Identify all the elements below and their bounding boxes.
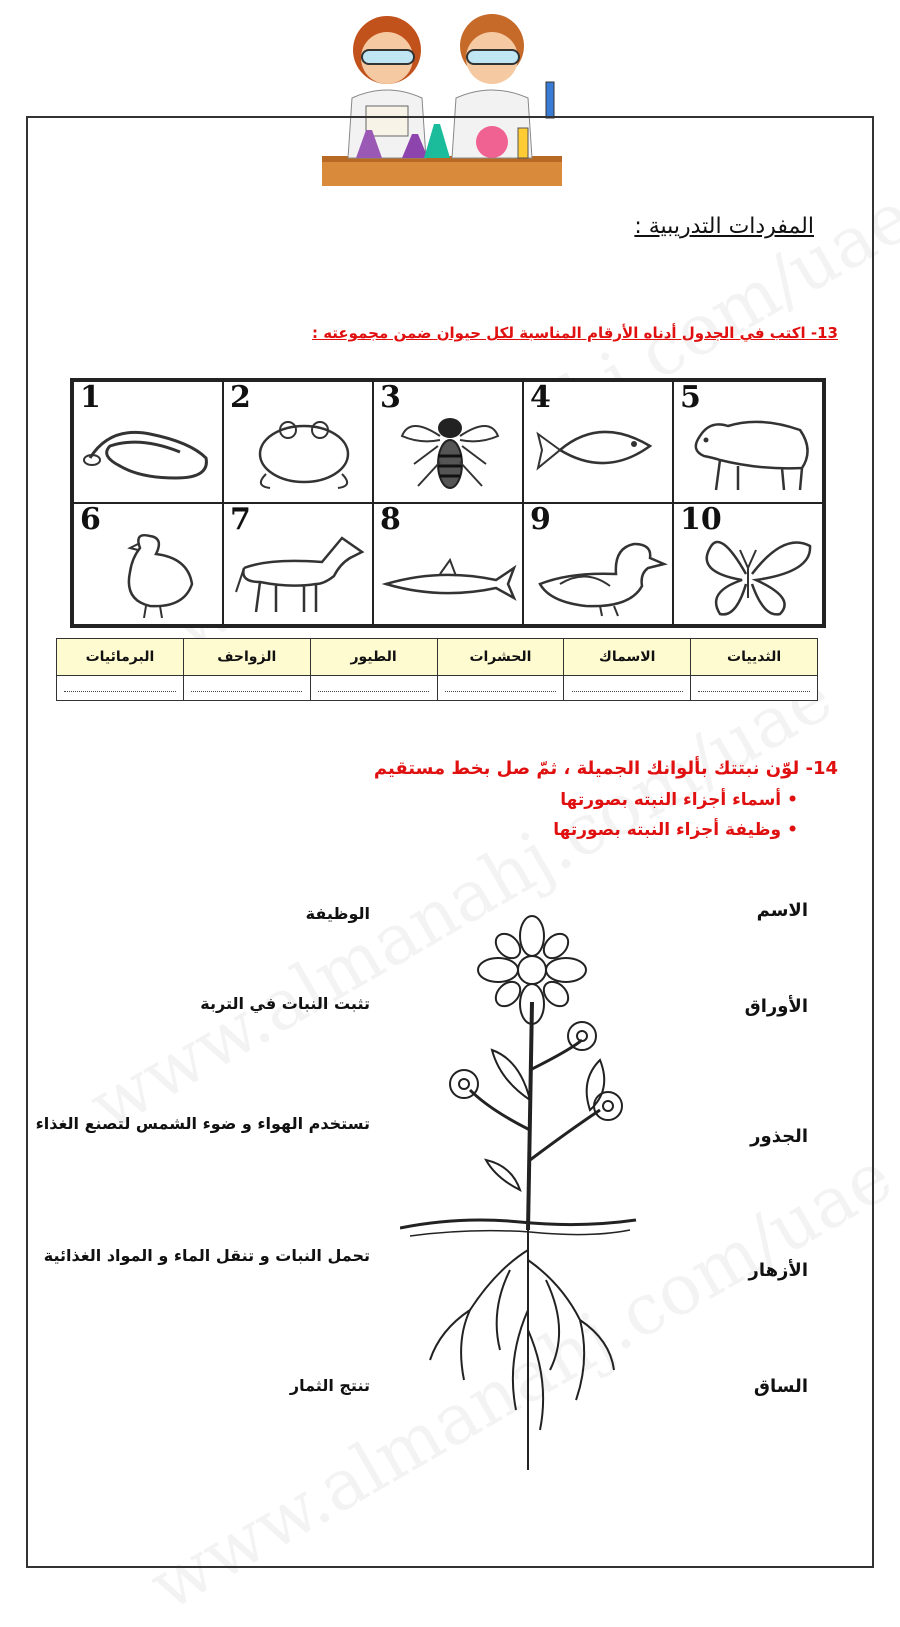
animal-cell: [673, 381, 823, 503]
answer-cell[interactable]: [310, 676, 437, 701]
group-header: الطيور: [310, 639, 437, 676]
answer-cell[interactable]: [57, 676, 184, 701]
answer-cell[interactable]: [564, 676, 691, 701]
question-14-title: 14- لوّن نبتتك بألوانك الجميلة ، ثمّ صل بخط مستقيم: [373, 758, 838, 779]
animal-cell: [523, 381, 673, 503]
part-name[interactable]: الساق: [753, 1376, 808, 1397]
animal-number: 10: [680, 502, 722, 537]
name-header: الاسم: [756, 900, 808, 921]
wasp-icon: [380, 406, 518, 496]
donkey-icon: [230, 528, 368, 618]
group-header: الثدييات: [691, 639, 818, 676]
fish-icon: [530, 406, 668, 496]
answer-cell[interactable]: [183, 676, 310, 701]
hen-icon: [80, 528, 218, 618]
animal-cell: [73, 503, 223, 625]
bullet-item: • وظيفة أجزاء النبته بصورتها: [374, 815, 798, 845]
animal-cell: [73, 381, 223, 503]
question-13-text: 13- اكتب في الجدول أدناه الأرقام المناسبة لكل حيوان ضمن مجموعته :: [311, 324, 838, 342]
answer-cell[interactable]: [691, 676, 818, 701]
part-function[interactable]: تنتج الثمار: [289, 1376, 370, 1395]
snake-icon: [80, 406, 218, 496]
animal-number: 1: [80, 380, 101, 415]
answer-cell[interactable]: [437, 676, 564, 701]
duck-icon: [530, 528, 668, 618]
part-name[interactable]: الأزهار: [748, 1260, 808, 1281]
animal-number: 9: [530, 502, 551, 537]
animal-number: 4: [530, 380, 551, 415]
bullet-item: • أسماء أجزاء النبته بصورتها: [374, 785, 798, 815]
part-name[interactable]: الجذور: [750, 1126, 808, 1147]
group-header: الزواحف: [183, 639, 310, 676]
group-header: الاسماك: [564, 639, 691, 676]
function-header: الوظيفة: [305, 904, 370, 923]
animal-cell: [223, 503, 373, 625]
animal-grid: [70, 378, 826, 628]
classification-table: [56, 638, 818, 701]
group-header: البرمائيات: [57, 639, 184, 676]
animal-cell: [373, 503, 523, 625]
plant-illustration: [400, 910, 640, 1470]
part-function[interactable]: تثبت النبات في التربة: [200, 994, 370, 1013]
part-function[interactable]: تستخدم الهواء و ضوء الشمس لتصنع الغذاء: [35, 1114, 370, 1133]
question-14: [374, 758, 838, 845]
animal-number: 5: [680, 380, 701, 415]
butterfly-icon: [680, 528, 818, 618]
part-name[interactable]: الأوراق: [744, 996, 808, 1017]
animal-number: 6: [80, 502, 101, 537]
animal-cell: [673, 503, 823, 625]
animal-number: 8: [380, 502, 401, 537]
part-function[interactable]: تحمل النبات و تنقل الماء و المواد الغذائية: [43, 1246, 370, 1265]
frog-icon: [230, 406, 368, 496]
animal-number: 2: [230, 380, 251, 415]
animal-cell: [523, 503, 673, 625]
animal-cell: [373, 381, 523, 503]
shark-icon: [380, 528, 518, 618]
animal-number: 7: [230, 502, 251, 537]
animal-number: 3: [380, 380, 401, 415]
group-header: الحشرات: [437, 639, 564, 676]
bear-icon: [680, 406, 818, 496]
question-14-bullets: [374, 785, 798, 845]
animal-cell: [223, 381, 373, 503]
section-heading: المفردات التدريبية :: [634, 214, 814, 239]
